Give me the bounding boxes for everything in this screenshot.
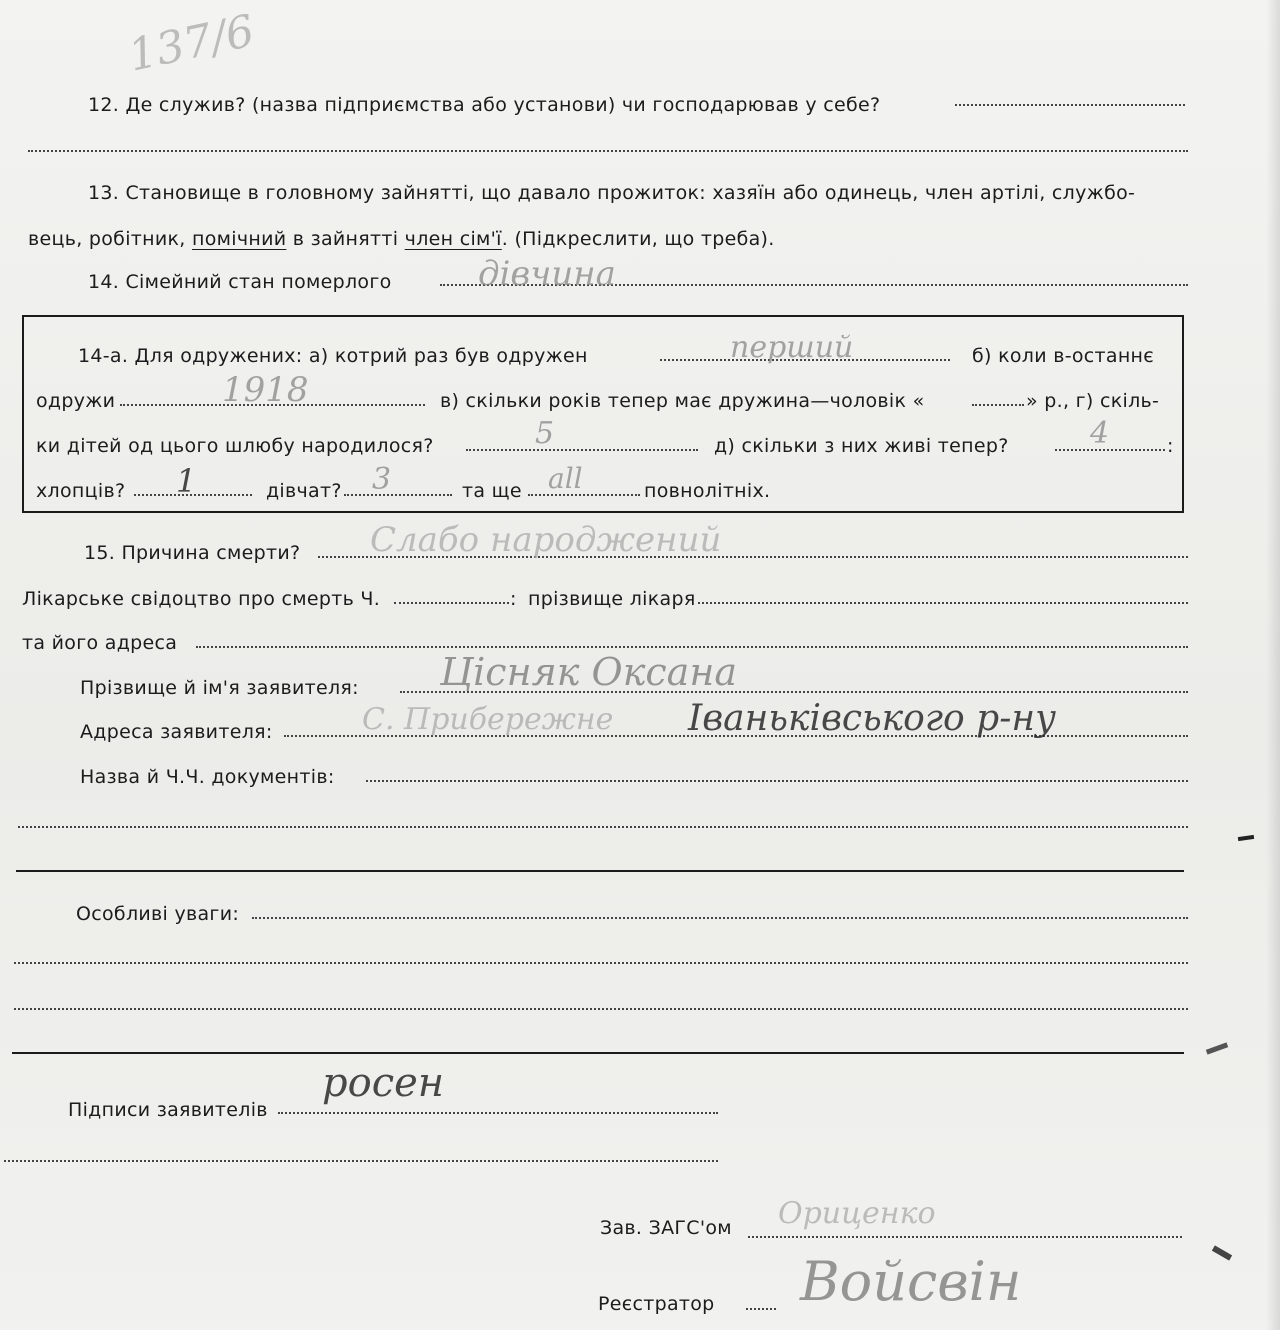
handwritten-children-alive: 4 [1090,416,1110,451]
answer-line-remarks [252,917,1188,919]
question-14a-line1: 14-а. Для одружених: а) котрий раз був одружен [78,345,588,367]
remarks-label: Особливі уваги: [76,903,240,925]
question-14a-girls: дівчат? [266,480,342,502]
q13-text-c: в зайнятті [286,228,405,250]
handwritten-signature: росен [322,1060,445,1106]
answer-line-14a-children [466,449,698,451]
question-14a-d: д) скільки з них живі тепер? [714,435,1009,457]
registrar-label: Реєстратор [598,1293,715,1315]
scan-mark [1212,1245,1232,1260]
signatures-label: Підписи заявителів [68,1099,268,1121]
handwritten-married-year: 1918 [222,370,309,410]
handwritten-registrar-signature: Войсвін [800,1250,1022,1313]
handwritten-applicant-name: Цісняк Оксана [440,650,738,694]
answer-line-documents-b [18,826,1188,828]
applicant-name-label: Прізвище й ім'я заявителя: [80,677,359,699]
scan-mark [1206,1042,1228,1054]
question-14a-also: та ще [462,480,522,502]
question-13-line1: 13. Становище в головному зайнятті, що давало прожиток: хазяїн або одинець, член артілі, службо- [88,182,1136,204]
handwritten-girls: 3 [372,462,392,497]
answer-line-14a-alive [1055,449,1165,451]
handwritten-zags-head-signature: Ориценко [778,1196,936,1231]
handwritten-address-district: Іваньківського р-ну [688,698,1056,739]
handwritten-address-village: С. Прибережне [362,702,614,737]
section-rule-2 [12,1052,1184,1054]
answer-line-12b [28,150,1188,152]
q13-text-a: вець, робітник, [28,228,192,250]
answer-line-doctor-address [196,646,1188,648]
section-rule-1 [16,870,1184,872]
page-edge-shadow [1266,0,1280,1330]
handwritten-children-born: 5 [535,416,555,451]
question-14a-line3: ки дітей од цього шлюбу народилося? [36,435,434,457]
handwritten-marriage-number: перший [730,330,854,365]
colon-separator: : [510,588,517,610]
question-14a-boys: хлопців? [36,480,126,502]
applicant-address-label: Адреса заявителя: [80,721,273,743]
scan-mark [1238,835,1254,841]
question-14a-line2: одружи [36,390,116,412]
question-13-line2 [28,228,775,250]
answer-line-certificate [394,602,509,604]
q13-underlined-helper: помічний [191,228,287,250]
answer-line-documents [366,780,1188,782]
question-12: 12. Де служив? (назва підприємства або установи) чи господарював у себе? [88,94,881,116]
handwritten-boys: 1 [176,462,197,500]
answer-line-14a-spouse-age [972,404,1024,406]
q13-underlined-family-member: член сім'ї [404,228,502,250]
handwritten-family-status: дівчина [478,254,616,294]
medical-certificate-label: Лікарське свідоцтво про смерть Ч. [22,588,381,610]
answer-line-remarks-c [14,1008,1188,1010]
answer-line-doctor [698,602,1188,604]
question-15: 15. Причина смерти? [84,542,301,564]
handwritten-corner-number: 137/6 [124,5,259,82]
answer-line-adults [528,494,640,496]
answer-line-12 [955,104,1185,106]
question-14: 14. Сімейний стан померлого [88,271,392,293]
handwritten-cause-of-death: Слабо народжений [370,520,722,560]
answer-line-registrar [746,1308,776,1310]
answer-line-remarks-b [14,962,1188,964]
answer-line-signature-b [4,1160,718,1162]
doctor-address-label: та його адреса [22,632,178,654]
question-14a-v-end: » р., г) скіль- [1026,390,1160,412]
doctor-surname-label: прізвище лікаря [528,588,696,610]
question-14a-v: в) скільки років тепер має дружина—чоловік « [440,390,925,412]
answer-line-signature [278,1112,718,1114]
question-14a-colon: : [1167,435,1174,457]
documents-label: Назва й Ч.Ч. документів: [80,766,335,788]
answer-line-zags-head [748,1236,1182,1238]
zags-head-label: Зав. ЗАГС'ом [600,1217,732,1239]
question-14a-b: б) коли в-останнє [972,345,1155,367]
answer-line-girls [344,494,452,496]
q13-text-e: . (Підкреслити, що треба). [501,228,775,250]
question-14a-adults: повнолітніх. [644,480,771,502]
handwritten-adults: all [548,462,583,495]
